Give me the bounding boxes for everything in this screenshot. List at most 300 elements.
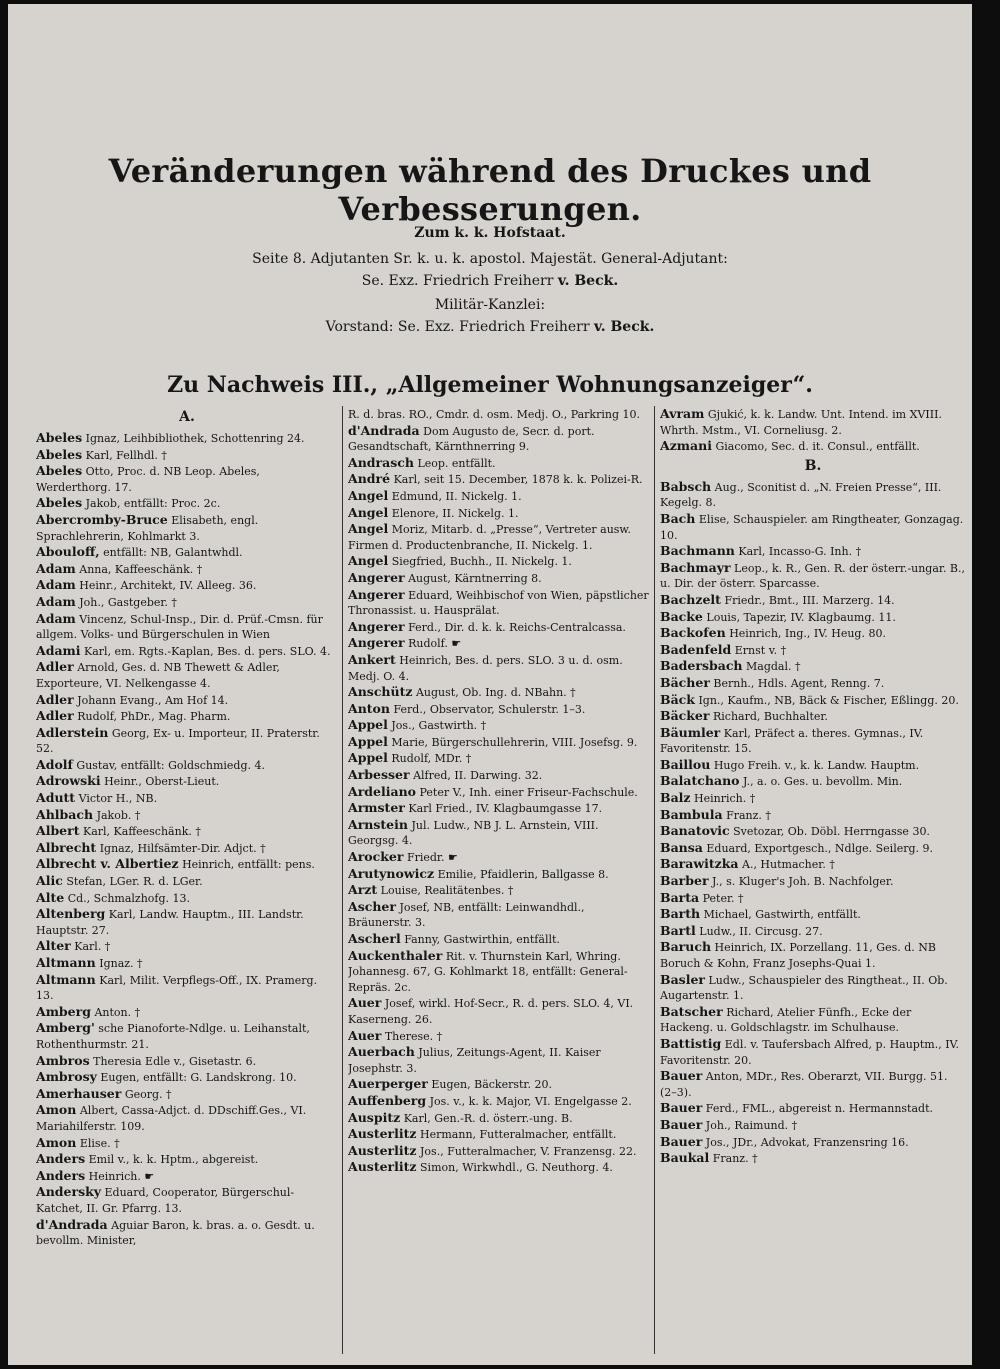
entry-details: Bernh., Hdls. Agent, Renng. 7. — [713, 676, 885, 690]
directory-entry — [348, 899, 650, 931]
entry-details: Ferd., FML., abgereist n. Hermannstadt. — [705, 1102, 933, 1116]
entry-details: Ignaz. † — [99, 957, 143, 970]
entry-details: Gjukić, k. k. Landw. Unt. Intend. im XVIII. Whrth. Mstm., VI. Corneliusg. 2. — [660, 408, 942, 437]
section-letter: A. — [179, 409, 195, 425]
entry-name: Bächer — [660, 674, 710, 690]
directory-entry — [36, 1217, 338, 1249]
directory-entry — [36, 1184, 338, 1216]
entry-name: Bäcker — [660, 708, 710, 724]
entry-details: Peter V., Inh. einer Friseur-Fachschule. — [419, 785, 638, 799]
directory-entry — [348, 570, 650, 587]
entry-name: Baruch — [660, 939, 712, 955]
entry-details: Heinr., Architekt, IV. Alleeg. 36. — [79, 579, 257, 593]
directory-columns — [36, 406, 966, 1356]
entry-name: Barber — [660, 873, 709, 889]
entry-name: Banatovic — [660, 823, 730, 839]
entry-details: sche Pianoforte-Ndlge. u. Leihanstalt, Rothenthurmstr. 21. — [36, 1022, 310, 1051]
entry-details: A., Hutmacher. † — [742, 858, 835, 872]
directory-entry — [36, 725, 338, 757]
directory-entry — [36, 708, 338, 725]
entry-name: Adutt — [36, 790, 76, 806]
directory-entry — [348, 684, 650, 701]
entry-details: Joh., Raimund. † — [705, 1118, 798, 1132]
directory-entry — [36, 807, 338, 824]
entry-details: Eduard, Cooperator, Bürgerschul-Katchet, II. Gr. Pfarrg. 13. — [36, 1186, 295, 1215]
entry-name: Appel — [348, 750, 388, 766]
entry-details: Karl, Milit. Verpflegs-Off., IX. Pramerg. 13. — [36, 973, 318, 1003]
directory-entry — [348, 734, 650, 751]
directory-entry — [36, 594, 338, 611]
entry-details: Rit. v. Thurnstein Karl, Whring. Johannesg. 67, G. Kohlmarkt 18, entfällt: General-Repräs. 2c. — [348, 949, 628, 994]
entry-name: Adlerstein — [36, 724, 109, 740]
entry-name: Appel — [348, 717, 388, 733]
directory-entry — [348, 652, 650, 684]
directory-entry — [348, 750, 650, 767]
entry-name: Basler — [660, 971, 705, 987]
entry-name: Angerer — [348, 586, 405, 602]
hofstaat-heading: Zum k. k. Hofstaat. — [414, 225, 566, 241]
directory-entry — [660, 708, 966, 725]
entry-details: Heinr., Oberst-Lieut. — [104, 775, 220, 789]
directory-entry — [660, 972, 966, 1004]
entry-name: Angel — [348, 504, 389, 520]
entry-details: Louis, Tapezir, IV. Klagbaumg. 11. — [706, 610, 896, 624]
directory-entry — [660, 939, 966, 971]
directory-entry — [36, 1020, 338, 1052]
directory-entry — [660, 642, 966, 659]
entry-name: Ardeliano — [348, 783, 416, 799]
entry-details: Josef, NB, entfällt: Leinwandhdl., Bräunerstr. 3. — [348, 900, 585, 930]
entry-details: Rudolf. ☛ — [408, 637, 462, 651]
directory-entry — [36, 1004, 338, 1021]
entry-name: Arocker — [348, 849, 404, 865]
directory-entry — [660, 923, 966, 940]
directory-entry — [348, 849, 650, 866]
entry-name: Barta — [660, 889, 700, 905]
directory-entry — [348, 882, 650, 899]
entry-name: Barth — [660, 906, 701, 922]
directory-entry — [348, 1044, 650, 1076]
entry-details: Anton, MDr., Res. Oberarzt, VII. Burgg. 51. (2–3). — [660, 1070, 948, 1099]
directory-entry — [36, 1135, 338, 1152]
directory-entry — [36, 495, 338, 512]
entry-details: Otto, Proc. d. NB Leop. Abeles, Werderthorg. 17. — [36, 465, 260, 494]
directory-entry — [660, 1100, 966, 1117]
directory-entry — [36, 1168, 338, 1185]
directory-entry — [660, 438, 966, 455]
directory-entry — [660, 692, 966, 709]
directory-entry — [660, 757, 966, 774]
entry-name: Balz — [660, 790, 691, 806]
directory-entry — [36, 972, 338, 1004]
entry-name: Auerbach — [348, 1044, 415, 1060]
entry-name: Auer — [348, 1027, 382, 1043]
entry-details: Ferd., Dir. d. k. k. Reichs-Centralcassa. — [408, 620, 626, 634]
directory-entry — [348, 1159, 650, 1176]
entry-name: Altenberg — [36, 906, 106, 922]
entry-details: Gustav, entfällt: Goldschmiedg. 4. — [76, 758, 265, 772]
entry-name: Bansa — [660, 839, 703, 855]
directory-entry — [36, 840, 338, 857]
page-title: Veränderungen während des Druckes und Verbesserungen. — [108, 152, 872, 228]
entry-name: Bambula — [660, 806, 723, 822]
directory-entry — [348, 587, 650, 619]
entry-details: Karl. † — [74, 940, 111, 954]
entry-name: Anders — [36, 1151, 86, 1167]
entry-details: Victor H., NB. — [78, 792, 158, 806]
entry-details: Eduard, Weihbischof von Wien, päpstlicher Thronassist. u. Hausprälat. — [348, 588, 649, 618]
entry-name: Abercromby-Bruce — [36, 511, 168, 527]
entry-details: J., a. o. Ges. u. bevollm. Min. — [743, 775, 903, 789]
entry-name: Bauer — [660, 1133, 703, 1149]
entry-name: Auspitz — [348, 1109, 401, 1125]
entry-details: Heinrich, Ing., IV. Heug. 80. — [729, 627, 886, 641]
directory-entry — [660, 773, 966, 790]
entry-details: Moriz, Mitarb. d. „Presse“, Vertreter ausw. Firmen d. Productenbranche, II. Nickelg. 1. — [348, 523, 632, 552]
entry-details: Karl, Präfect a. theres. Gymnas., IV. Favoritenstr. 15. — [660, 726, 924, 756]
entry-details: Alfred, II. Darwing. 32. — [413, 769, 543, 783]
directory-entry — [36, 447, 338, 464]
directory-entry — [36, 561, 338, 578]
entry-name: Ambrosy — [36, 1069, 97, 1085]
document-page — [8, 4, 972, 1365]
entry-details: Cd., Schmalzhofg. 13. — [67, 891, 191, 905]
entry-name: Backofen — [660, 625, 726, 641]
entry-name: Adrowski — [36, 773, 101, 789]
entry-name: Angerer — [348, 635, 405, 651]
directory-entry — [660, 873, 966, 890]
directory-entry — [348, 948, 650, 996]
entry-details: Karl, em. Rgts.-Kaplan, Bes. d. pers. SLO. 4. — [84, 644, 331, 658]
directory-entry — [660, 609, 966, 626]
entry-details: Johann Evang., Am Hof 14. — [77, 693, 229, 707]
directory-entry — [660, 406, 966, 438]
directory-entry — [36, 823, 338, 840]
entry-details: Jakob. † — [96, 808, 141, 822]
entry-name: Babsch — [660, 478, 712, 494]
entry-name: Auffenberg — [348, 1092, 427, 1108]
entry-name: Bauer — [660, 1068, 703, 1084]
entry-details: Georg, Ex- u. Importeur, II. Praterstr. 52. — [36, 726, 320, 756]
entry-details: Rudolf, PhDr., Mag. Pharm. — [77, 710, 231, 724]
directory-entry — [348, 784, 650, 801]
entry-name: Angel — [348, 487, 389, 503]
directory-entry — [348, 471, 650, 488]
entry-name: André — [348, 471, 391, 487]
entry-details: Karl, Kaffeeschänk. † — [83, 825, 201, 839]
directory-entry — [348, 701, 650, 718]
entry-details: Franz. † — [726, 808, 771, 822]
entry-details: Simon, Wirkwhdl., G. Neuthorg. 4. — [420, 1161, 613, 1175]
hofstaat-line4 — [8, 316, 972, 338]
entry-details: J., s. Kluger's Joh. B. Nachfolger. — [712, 875, 894, 889]
directory-entry — [348, 635, 650, 652]
directory-entry — [348, 931, 650, 948]
entry-name: Bäck — [660, 691, 695, 707]
entry-details: Jos. v., k. k. Major, VI. Engelgasse 2. — [429, 1094, 632, 1108]
entry-name: Adam — [36, 560, 76, 576]
entry-details: August, Kärntnerring 8. — [408, 571, 542, 585]
hofstaat-line2-name: v. Beck. — [557, 273, 619, 289]
entry-details: Rudolf, MDr. † — [391, 752, 472, 766]
entry-name: Badenfeld — [660, 641, 732, 657]
entry-name: d'Andrada — [348, 422, 420, 438]
entry-name: Ahlbach — [36, 806, 94, 822]
entry-details: Hugo Freih. v., k. k. Landw. Hauptm. — [713, 758, 920, 772]
entry-name: Arbesser — [348, 767, 410, 783]
entry-details: Theresia Edle v., Gisetastr. 6. — [93, 1054, 257, 1068]
entry-name: Adam — [36, 610, 76, 626]
directory-entry — [348, 505, 650, 522]
entry-details: Fanny, Gastwirthin, entfällt. — [404, 933, 560, 946]
entry-name: Barawitzka — [660, 856, 739, 872]
entry-name: Armster — [348, 800, 405, 816]
directory-entry — [660, 840, 966, 857]
directory-entry — [660, 856, 966, 873]
entry-details: Siegfried, Buchh., II. Nickelg. 1. — [391, 555, 572, 569]
entry-details: Karl, seit 15. December, 1878 k. k. Polizei-R. — [393, 473, 643, 487]
directory-entry — [348, 1143, 650, 1160]
entry-details: Anna, Kaffeeschänk. † — [79, 562, 203, 576]
entry-name: Albert — [36, 823, 80, 839]
entry-details: Aguiar Baron, k. bras. a. o. Gesdt. u. bevollm. Minister, — [36, 1218, 315, 1248]
directory-entry — [36, 757, 338, 774]
entry-details: Therese. † — [384, 1029, 443, 1043]
entry-name: Anders — [36, 1167, 86, 1183]
entry-details: R. d. bras. RO., Cmdr. d. osm. Medj. O., Parkring 10. — [348, 408, 640, 421]
entry-name: Abeles — [36, 446, 83, 462]
entry-details: Peter. † — [702, 891, 744, 905]
entry-name: Abeles — [36, 495, 83, 511]
entry-details: Karl, Fellhdl. † — [85, 448, 167, 462]
entry-details: Svetozar, Ob. Döbl. Herrngasse 30. — [733, 825, 930, 839]
directory-entry — [36, 512, 338, 544]
directory-entry — [660, 511, 966, 543]
entry-details: Arnold, Ges. d. NB Thewett & Adler, Exporteure, VI. Nelkengasse 4. — [36, 661, 280, 690]
column-divider — [342, 406, 343, 1354]
entry-name: Adam — [36, 577, 76, 593]
entry-details: Jos., Gastwirth. † — [391, 719, 487, 733]
entry-name: Amon — [36, 1102, 77, 1118]
entry-name: Abouloff, — [36, 544, 100, 560]
entry-details: Karl Fried., IV. Klagbaumgasse 17. — [408, 802, 603, 816]
directory-entry — [36, 643, 338, 660]
entry-name: Bachzelt — [660, 591, 721, 607]
directory-entry — [660, 592, 966, 609]
entry-details: Elenore, II. Nickelg. 1. — [391, 506, 519, 520]
entry-details: Edmund, II. Nickelg. 1. — [391, 489, 522, 503]
entry-details: Anton. † — [94, 1005, 141, 1019]
hofstaat-line1: Seite 8. Adjutanten Sr. k. u. k. apostol. Majestät. General-Adjutant: — [252, 251, 728, 267]
entry-details: Leop. entfällt. — [417, 456, 496, 470]
directory-entry — [36, 544, 338, 561]
directory-entry — [348, 423, 650, 455]
directory-entry — [36, 577, 338, 594]
entry-name: Ascherl — [348, 931, 401, 946]
entry-name: Arutynowicz — [348, 865, 435, 881]
directory-entry — [660, 1117, 966, 1134]
entry-details: Ign., Kaufm., NB, Bäck & Fischer, Eßlingg. 20. — [698, 693, 959, 707]
entry-details: Franz. † — [712, 1152, 758, 1166]
directory-entry — [660, 658, 966, 675]
entry-name: Adolf — [36, 756, 73, 772]
entry-name: Bach — [660, 510, 696, 526]
directory-entry — [348, 817, 650, 849]
directory-entry — [36, 938, 338, 955]
directory-entry — [36, 1069, 338, 1086]
entry-name: Austerlitz — [348, 1142, 417, 1158]
hofstaat-line3: Militär-Kanzlei: — [434, 297, 546, 313]
directory-entry — [660, 906, 966, 923]
directory-entry — [660, 675, 966, 692]
entry-details: Jakob, entfällt: Proc. 2c. — [85, 497, 221, 511]
directory-entry — [348, 1126, 650, 1143]
entry-name: Albrecht v. Albertiez — [36, 856, 179, 872]
entry-name: Arnstein — [348, 816, 408, 832]
entry-details: Josef, wirkl. Hof-Secr., R. d. pers. SLO. 4, VI. Kaserneng. 26. — [348, 997, 634, 1026]
directory-entry — [36, 773, 338, 790]
directory-entry — [660, 1134, 966, 1151]
entry-name: Alte — [36, 889, 65, 905]
directory-entry — [348, 1076, 650, 1093]
entry-name: Adami — [36, 642, 81, 658]
entry-details: Jos., Futteralmacher, V. Franzensg. 22. — [420, 1144, 637, 1158]
entry-details: Marie, Bürgerschullehrerin, VIII. Josefsg. 9. — [391, 735, 638, 749]
directory-entry — [36, 1102, 338, 1134]
entry-name: Batscher — [660, 1003, 723, 1019]
entry-name: Auerperger — [348, 1076, 428, 1092]
entry-details: Albert, Cassa-Adjct. d. DDschiff.Ges., VI. Mariahilferstr. 109. — [36, 1104, 307, 1133]
entry-details: Emilie, Pfaidlerin, Ballgasse 8. — [437, 867, 609, 881]
directory-entry — [660, 1068, 966, 1100]
entry-name: Amberg' — [36, 1020, 95, 1036]
entry-name: Backe — [660, 608, 703, 624]
entry-details: Vincenz, Schul-Insp., Dir. d. Prüf.-Cmsn. für allgem. Volks- und Bürgerschulen in Wien — [36, 612, 323, 642]
entry-name: Amon — [36, 1134, 77, 1150]
directory-entry — [348, 800, 650, 817]
entry-details: Dom Augusto de, Secr. d. port. Gesandtschaft, Kärnthnerring 9. — [348, 424, 595, 454]
directory-entry — [660, 790, 966, 807]
entry-name: Austerlitz — [348, 1126, 417, 1142]
directory-entry — [660, 807, 966, 824]
directory-entry — [660, 725, 966, 757]
directory-entry — [348, 406, 650, 423]
entry-name: Ascher — [348, 898, 396, 914]
entry-details: Jos., JDr., Advokat, Franzensring 16. — [705, 1135, 909, 1149]
entry-details: Magdal. † — [746, 660, 801, 674]
entry-name: Angerer — [348, 618, 405, 634]
entry-name: Adler — [36, 691, 74, 707]
directory-entry — [36, 890, 338, 907]
entry-details: Leop., k. R., Gen. R. der österr.-ungar. B., u. Dir. der österr. Sparcasse. — [660, 561, 966, 591]
directory-entry — [348, 553, 650, 570]
hofstaat-heading-block — [8, 222, 972, 244]
directory-entry — [348, 488, 650, 505]
entry-details: Heinrich, Bes. d. pers. SLO. 3 u. d. osm. Medj. O. 4. — [348, 653, 623, 683]
directory-entry — [36, 790, 338, 807]
entry-name: Auer — [348, 995, 382, 1011]
entry-details: Karl, Landw. Hauptm., III. Landstr. Hauptstr. 27. — [36, 908, 304, 937]
entry-details: Karl, Gen.-R. d. österr.-ung. B. — [403, 1111, 573, 1125]
entry-name: Avram — [660, 406, 705, 421]
entry-name: Auckenthaler — [348, 947, 443, 963]
directory-entry — [348, 717, 650, 734]
entry-details: Michael, Gastwirth, entfällt. — [703, 908, 861, 922]
entry-name: Baillou — [660, 756, 711, 772]
entry-details: Heinrich, IX. Porzellang. 11, Ges. d. NB Boruch & Kohn, Franz Josephs-Quai 1. — [660, 941, 936, 970]
directory-entry — [348, 1093, 650, 1110]
entry-name: Ambros — [36, 1052, 90, 1068]
entry-name: Balatchano — [660, 773, 740, 789]
directory-entry — [36, 659, 338, 691]
directory-entry — [36, 906, 338, 938]
entry-name: Alic — [36, 873, 63, 889]
entry-name: Adler — [36, 659, 74, 675]
entry-details: Ernst v. † — [734, 643, 787, 657]
hofstaat-line4-name: v. Beck. — [594, 319, 655, 335]
entry-name: Bäumler — [660, 724, 721, 740]
entry-name: Appel — [348, 733, 388, 749]
entry-details: Eduard, Exportgesch., Ndlge. Seilerg. 9. — [706, 841, 934, 855]
entry-name: Andersky — [36, 1184, 102, 1200]
entry-details: Heinrich. ☛ — [88, 1169, 155, 1183]
directory-entry — [660, 543, 966, 560]
entry-name: Adler — [36, 708, 74, 724]
entry-details: Friedr., Bmt., III. Marzerg. 14. — [724, 593, 895, 607]
entry-name: Azmani — [660, 438, 712, 454]
directory-entry — [660, 823, 966, 840]
entry-name: Albrecht — [36, 839, 97, 855]
entry-details: Louise, Realitätenbes. † — [380, 884, 514, 898]
entry-details: Edl. v. Taufersbach Alfred, p. Hauptm., IV. Favoritenstr. 20. — [660, 1037, 960, 1067]
entry-details: Ferd., Observator, Schulerstr. 1–3. — [393, 702, 586, 716]
directory-entry — [36, 1151, 338, 1168]
entry-name: Bauer — [660, 1100, 703, 1116]
entry-name: Abeles — [36, 463, 83, 479]
directory-entry — [36, 430, 338, 447]
directory-entry — [36, 692, 338, 709]
entry-name: Amerhauser — [36, 1085, 122, 1101]
entry-name: d'Andrada — [36, 1216, 108, 1232]
directory-entry — [348, 767, 650, 784]
entry-details: Elisabeth, engl. Sprachlehrerin, Kohlmarkt 3. — [36, 513, 259, 543]
directory-entry — [36, 1053, 338, 1070]
entry-name: Austerlitz — [348, 1159, 417, 1175]
entry-name: Battistig — [660, 1035, 722, 1051]
directory-entry — [36, 856, 338, 873]
directory-entry — [36, 611, 338, 643]
entry-details: Joh., Gastgeber. † — [79, 595, 177, 609]
entry-details: Giacomo, Sec. d. it. Consul., entfällt. — [715, 440, 920, 454]
entry-details: August, Ob. Ing. d. NBahn. † — [415, 686, 576, 700]
entry-details: Emil v., k. k. Hptm., abgereist. — [88, 1153, 259, 1167]
entry-details: Richard, Buchhalter. — [712, 710, 828, 724]
directory-entry — [36, 463, 338, 495]
entry-details: Julius, Zeitungs-Agent, II. Kaiser Josephstr. 3. — [348, 1046, 601, 1075]
column-2 — [348, 406, 650, 1354]
entry-details: Jul. Ludw., NB J. L. Arnstein, VIII. Georgsg. 4. — [348, 818, 599, 848]
entry-details: Hermann, Futteralmacher, entfällt. — [420, 1128, 617, 1142]
entry-name: Ankert — [348, 651, 396, 667]
entry-name: Adam — [36, 593, 76, 609]
entry-details: Aug., Sconitist d. „N. Freien Presse“, III. Kegelg. 8. — [660, 480, 942, 510]
directory-entry — [660, 479, 966, 511]
directory-entry — [660, 1150, 966, 1167]
directory-entry — [660, 890, 966, 907]
directory-entry — [348, 521, 650, 553]
entry-details: Ignaz, Hilfsämter-Dir. Adjct. † — [99, 841, 266, 855]
entry-details: Richard, Atelier Fünfh., Ecke der Hackeng. u. Goldschlagstr. im Schulhause. — [660, 1005, 912, 1035]
